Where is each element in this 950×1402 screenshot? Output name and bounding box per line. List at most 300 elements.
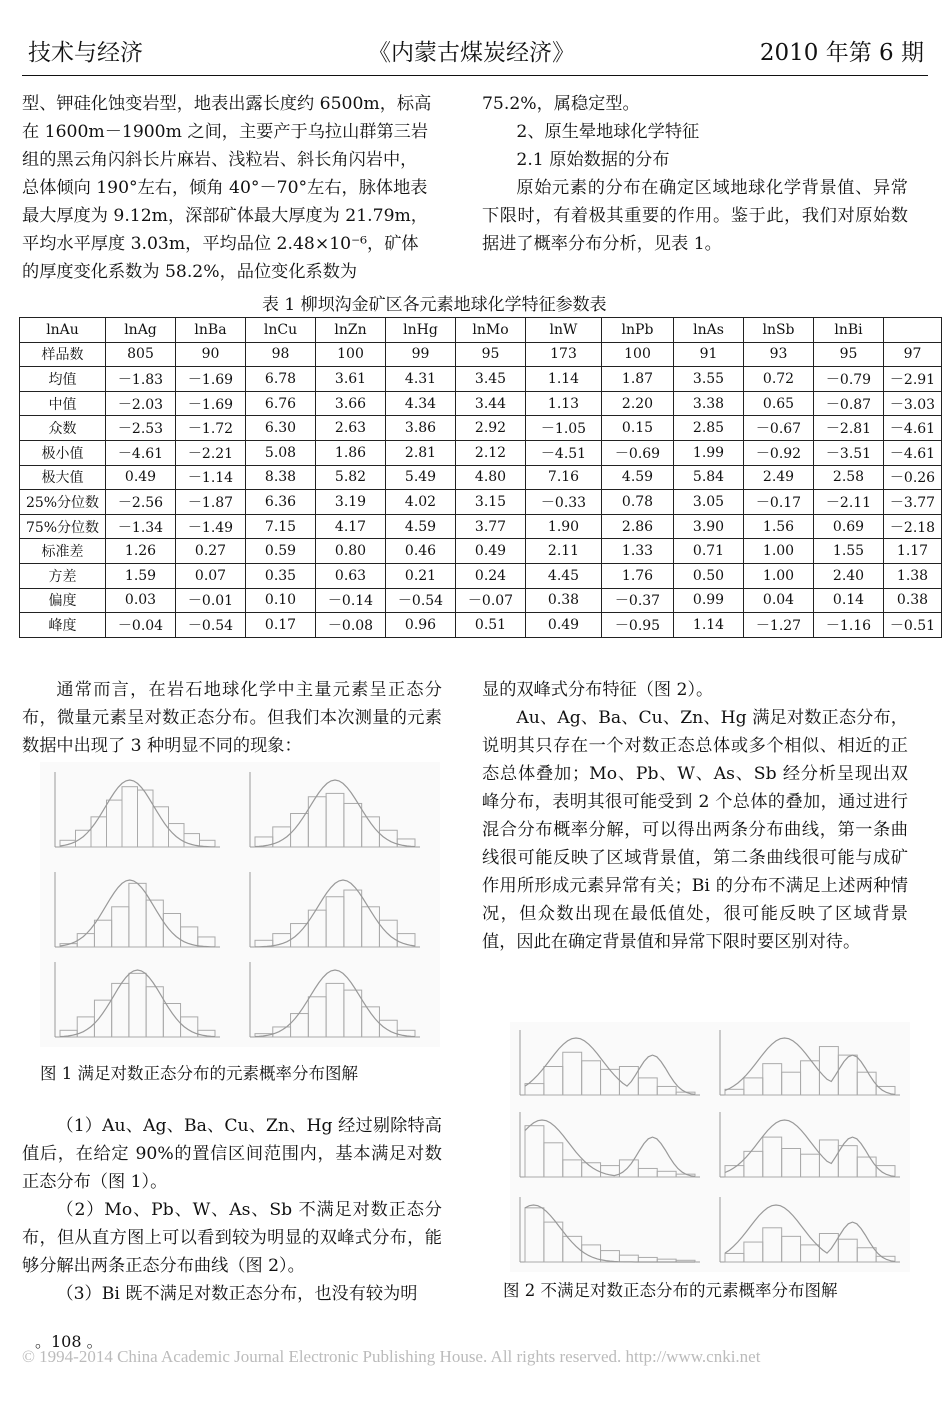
table-cell: 1.13 [526,391,602,416]
histogram-bar [744,1151,763,1177]
table-cell: 0.50 [674,563,744,588]
copyright-footer: © 1994-2014 China Academic Journal Electronic Publishing House. All rights reserved. http://www.cnki.net [22,1347,761,1366]
table-cell: －4.61 [884,440,942,465]
subsection-heading: 2.1 原始数据的分布 [516,150,670,170]
issue-label: 2010 年第 6 期 [759,40,924,66]
table-cell: 0.38 [884,588,942,613]
table-cell: －4.61 [106,440,176,465]
histogram-bar [601,1069,620,1095]
table-cell: －1.69 [176,367,246,392]
histogram-bar [77,934,94,947]
list-item: （1）Au、Ag、Ba、Cu、Zn、Hg 经过剔除特高值后，在给定 90%的置信区间范围内，基本满足对数正态分布（图 1）。 [22,1116,442,1192]
histogram-bar [273,827,291,847]
fit-curve [60,970,215,1037]
table-cell: －2.56 [106,490,176,515]
table-cell: lnBi [814,318,884,343]
histogram-bar [744,1242,763,1262]
paragraph: Au、Ag、Ba、Cu、Zn、Hg 满足对数正态分布，说明其只存在一个对数正态总体或多个相似、相近的正态总体叠加；Mo、Pb、W、As、Sb 经分析呈现出双峰分布，表明其很可能受到 2 个总体的叠加，通过进行混合分布概率分解，可以得出两条分布曲线，第一条曲线很可能反映了区域背景值，第二条曲线很可能与成矿作用所形成元素异常有关；Bi 的分布不满足上述两种情况，但众数出现在最低值处，很可能反映了区域背景值，因此在确定背景值和异常下限时要区别对待。 [482,708,908,952]
row-label-cell: 众数 [20,416,106,441]
histogram-bar [763,1064,782,1095]
paragraph: 通常而言，在岩石地球化学中主量元素呈正态分布，微量元素呈对数正态分布。但我们本次测量的元素数据中出现了 3 种明显不同的现象： [22,680,442,756]
table-cell: －0.92 [744,440,814,465]
table-header-row [20,318,942,343]
table-cell: lnBa [176,318,246,343]
table-cell: 0.99 [674,588,744,613]
table-cell: 0.35 [246,563,316,588]
table-cell: 1.86 [316,440,386,465]
row-label-cell: 标准差 [20,539,106,564]
text-line: 最大厚度为 9.12m，深部矿体最大厚度为 21.79m， [22,206,428,226]
table-cell: lnAg [106,318,176,343]
fit-curve [255,780,415,847]
table-cell: lnMo [456,318,526,343]
table-cell: 0.46 [386,539,456,564]
table-cell: 4.59 [602,465,674,490]
table-cell: －0.69 [602,440,674,465]
table-cell: 3.86 [386,416,456,441]
histogram-bar [112,907,129,947]
table-row [20,588,942,613]
histogram-bar [163,914,180,948]
table-cell: －0.87 [814,391,884,416]
table-cell: －0.54 [386,588,456,613]
table-cell: lnHg [386,318,456,343]
row-label-cell: 峰度 [20,613,106,638]
table-cell: 1.38 [884,563,942,588]
table-cell: 0.49 [456,539,526,564]
histogram-bar [582,1061,601,1095]
table-cell: 4.17 [316,514,386,539]
page-number: 。108 。 [35,1332,103,1351]
histogram-bar [819,1140,838,1177]
table-cell: －2.91 [884,367,942,392]
table-cell: 91 [674,342,744,367]
table-cell: 100 [316,342,386,367]
table-cell: 0.69 [814,514,884,539]
row-label-cell: 方差 [20,563,106,588]
row-label-cell: 中值 [20,391,106,416]
histogram-bar [544,1067,563,1096]
table-cell: －1.72 [176,416,246,441]
histogram-bar [379,1020,397,1037]
fit-curve [525,1120,695,1177]
table-cell: 3.66 [316,391,386,416]
table-cell: 6.36 [246,490,316,515]
histogram-bar [638,1168,657,1177]
table-cell: －0.54 [176,613,246,638]
table-cell: 1.99 [674,440,744,465]
table-cell [884,318,942,343]
histogram-bar [129,883,146,947]
histogram-bar [563,1052,582,1095]
table-cell: 1.76 [602,563,674,588]
table-cell: －0.95 [602,613,674,638]
table-cell: －0.17 [744,490,814,515]
histogram-bar [819,1047,838,1095]
row-label-cell: 均值 [20,367,106,392]
table-cell: 1.00 [744,563,814,588]
paragraph: 原始元素的分布在确定区域地球化学背景值、异常下限时，有着极其重要的作用。鉴于此，我们对原始数据进了概率分布分析，见表 1。 [482,178,908,254]
histogram-bar [397,934,415,947]
figure-1 [40,762,440,1047]
table-cell: 3.90 [674,514,744,539]
table-cell: 4.80 [456,465,526,490]
table-cell: 1.14 [526,367,602,392]
table-row [20,391,942,416]
histogram-bar [291,924,309,947]
table-cell: 2.92 [456,416,526,441]
table-cell: 3.19 [316,490,386,515]
left-items [22,1112,442,1308]
table-cell: 1.59 [106,563,176,588]
table-cell: 0.14 [814,588,884,613]
table-cell: 7.15 [246,514,316,539]
table-cell: 2.85 [674,416,744,441]
histogram-bar [525,1126,544,1177]
table-cell: 3.61 [316,367,386,392]
table-cell: －3.77 [884,490,942,515]
table-cell: 0.07 [176,563,246,588]
table-cell: 0.80 [316,539,386,564]
table-cell: 0.65 [744,391,814,416]
table-cell: 5.84 [674,465,744,490]
table-cell: 1.17 [884,539,942,564]
histogram-bar [819,1234,838,1263]
table-cell: 4.02 [386,490,456,515]
histogram-bar [91,817,107,847]
histogram-bar [838,1055,857,1095]
table-cell: 3.15 [456,490,526,515]
table-cell: 3.05 [674,490,744,515]
table-cell: lnPb [602,318,674,343]
text-line: 组的黑云角闪斜长片麻岩、浅粒岩、斜长角闪岩中， [22,150,418,170]
table-cell: 0.27 [176,539,246,564]
table-cell: －2.18 [884,514,942,539]
table-cell: 2.11 [526,539,602,564]
list-item: （2）Mo、Pb、W、As、Sb 不满足对数正态分布，但从直方图上可以看到较为明显的双峰式分布，能够分解出两条正态分布曲线（图 2）。 [22,1200,442,1276]
table-cell: 805 [106,342,176,367]
geochem-table [19,317,942,638]
right-top-text [482,90,908,258]
table-cell: 3.44 [456,391,526,416]
table-cell: 4.45 [526,563,602,588]
histogram-bar [619,1160,638,1177]
row-label-cell: 偏度 [20,588,106,613]
histogram-bar [582,1163,601,1177]
histogram-bar [838,1146,857,1177]
table-cell: －2.53 [106,416,176,441]
table-cell: 1.90 [526,514,602,539]
table-cell: 95 [456,342,526,367]
table-cell: －1.49 [176,514,246,539]
histogram-bar [362,1007,380,1037]
histogram-bar [638,1257,657,1262]
table-cell: 99 [386,342,456,367]
table-row [20,465,942,490]
row-label-cell: lnAu [20,318,106,343]
histogram-bar [344,803,362,847]
table-cell: －1.83 [106,367,176,392]
histogram-bar [326,983,344,1037]
table-cell: lnAs [674,318,744,343]
histogram-bar [129,973,146,1037]
text-line: 的厚度变化系数为 58.2%，品位变化系数为 [22,262,358,282]
table-cell: 3.38 [674,391,744,416]
table-row [20,514,942,539]
table-cell: 0.71 [674,539,744,564]
table-cell: 0.78 [602,490,674,515]
table-cell: 0.96 [386,613,456,638]
histogram-bar [763,1137,782,1177]
row-label-cell: 75%分位数 [20,514,106,539]
row-label-cell: 极大值 [20,465,106,490]
table-cell: 2.20 [602,391,674,416]
table-cell: －1.16 [814,613,884,638]
table-cell: －0.01 [176,588,246,613]
table-cell: 98 [246,342,316,367]
histogram-bar [657,1171,676,1177]
histogram-bar [308,997,326,1037]
table-cell: －0.51 [884,613,942,638]
table-cell: 0.21 [386,563,456,588]
histogram-bar [838,1239,857,1262]
table-cell: 4.31 [386,367,456,392]
table-cell: 5.08 [246,440,316,465]
histogram-bar [344,890,362,947]
table-cell: －2.21 [176,440,246,465]
histogram-bar [122,787,138,847]
histogram-bar [763,1228,782,1262]
fit-curve [725,1038,895,1095]
table-cell: 2.12 [456,440,526,465]
histogram-bar [744,1078,763,1095]
figure-1-histograms [40,762,440,1047]
table-cell: 1.26 [106,539,176,564]
histogram-bar [362,907,380,947]
figure-2 [510,1022,910,1272]
right-bottom-text [482,676,908,956]
histogram-bar [782,1236,801,1262]
row-label-cell: 极小值 [20,440,106,465]
table-title: 表 1 柳坝沟金矿区各元素地球化学特征参数表 [262,295,607,315]
histogram-bar [657,1086,676,1095]
fit-curve [60,880,215,947]
table-cell: 1.00 [744,539,814,564]
histogram-bar [273,1027,291,1037]
text-line: 75.2%，属稳定型。 [482,94,640,114]
table-cell: 0.10 [246,588,316,613]
left-intro [22,676,442,760]
histogram-bar [326,793,344,847]
table-cell: lnCu [246,318,316,343]
fit-curve [725,1205,895,1262]
histogram-bar [725,1253,744,1262]
histogram-bar [801,1154,820,1177]
table-cell: －1.87 [176,490,246,515]
table-cell: －2.81 [814,416,884,441]
table-row [20,342,942,367]
table-cell: －0.26 [884,465,942,490]
table-cell: －0.37 [602,588,674,613]
table-cell: 4.34 [386,391,456,416]
histogram-bar [138,790,154,847]
list-item: （3）Bi 既不满足对数正态分布，也没有较为明 [56,1284,418,1304]
table-cell: 3.45 [456,367,526,392]
fit-curve [725,1120,895,1177]
table-cell: 5.82 [316,465,386,490]
table-cell: 90 [176,342,246,367]
histogram-bar [77,1017,94,1037]
histogram-bar [344,990,362,1037]
table-cell: 97 [884,342,942,367]
table-cell: 0.63 [316,563,386,588]
table-cell: 2.81 [386,440,456,465]
table-cell: －0.14 [316,588,386,613]
table-cell: 93 [744,342,814,367]
table-cell: 95 [814,342,884,367]
table-row [20,367,942,392]
histogram-bar [181,1017,198,1037]
figure-2-histograms [510,1022,910,1272]
table-row [20,416,942,441]
table-cell: －1.34 [106,514,176,539]
table-cell: －0.67 [744,416,814,441]
histogram-bar [94,920,111,947]
histogram-bar [169,824,185,847]
table-cell: 0.59 [246,539,316,564]
table-cell: lnW [526,318,602,343]
table-cell: －0.08 [316,613,386,638]
histogram-bar [308,910,326,947]
table-cell: 100 [602,342,674,367]
histogram-bar [563,1160,582,1177]
table-row [20,490,942,515]
histogram-bar [76,830,92,847]
histogram-bar [801,1061,820,1095]
histogram-bar [525,1084,544,1095]
table-cell: －0.07 [456,588,526,613]
histogram-bar [857,1072,876,1095]
text-line: 显的双峰式分布特征（图 2）。 [482,680,714,700]
histogram-bar [362,817,380,847]
histogram-bar [782,1149,801,1178]
histogram-bar [326,897,344,947]
table-cell: 0.49 [526,613,602,638]
table-cell: 0.04 [744,588,814,613]
table-cell: 2.58 [814,465,884,490]
table-cell: 1.14 [674,613,744,638]
table-row [20,563,942,588]
table-cell: 1.55 [814,539,884,564]
table-cell: 8.38 [246,465,316,490]
table-cell: －2.11 [814,490,884,515]
figure-1-caption: 图 1 满足对数正态分布的元素概率分布图解 [40,1064,358,1083]
histogram-bar [619,1067,638,1096]
table-cell: 7.16 [526,465,602,490]
journal-section: 技术与经济 [28,40,143,66]
row-label-cell: 样品数 [20,342,106,367]
table-cell: －1.27 [744,613,814,638]
table-row [20,613,942,638]
table-cell: －1.14 [176,465,246,490]
histogram-bar [857,1248,876,1262]
table-cell: －3.51 [814,440,884,465]
section-heading: 2、原生晕地球化学特征 [516,122,700,142]
text-line: 在 1600m－1900m 之间，主要产于乌拉山群第三岩 [22,122,429,142]
histogram-bar [291,1014,309,1037]
header-rule [22,75,928,76]
histogram-bar [782,1072,801,1095]
table-cell: 2.40 [814,563,884,588]
histogram-bar [725,1089,744,1095]
fit-curve [525,1205,695,1262]
table-cell: 0.24 [456,563,526,588]
table-cell: 2.63 [316,416,386,441]
table-cell: －0.33 [526,490,602,515]
table-cell: 0.38 [526,588,602,613]
fit-curve [255,880,415,947]
table-cell: lnZn [316,318,386,343]
table-cell: －1.05 [526,416,602,441]
table-cell: 0.03 [106,588,176,613]
histogram-bar [619,1255,638,1262]
table-cell: 2.86 [602,514,674,539]
figure-2-caption: 图 2 不满足对数正态分布的元素概率分布图解 [503,1281,838,1300]
table-cell: lnSb [744,318,814,343]
table-cell: 1.56 [744,514,814,539]
table-cell: －0.79 [814,367,884,392]
table-cell: 0.51 [456,613,526,638]
table-cell: 0.17 [246,613,316,638]
table-cell: －2.03 [106,391,176,416]
table-cell: －3.03 [884,391,942,416]
table-cell: 6.78 [246,367,316,392]
table-cell: 1.33 [602,539,674,564]
histogram-bar [876,1166,895,1177]
row-label-cell: 25%分位数 [20,490,106,515]
table-cell: 2.49 [744,465,814,490]
histogram-bar [379,830,397,847]
histogram-bar [525,1208,544,1262]
table-cell: 0.49 [106,465,176,490]
table-cell: －1.69 [176,391,246,416]
table-cell: 3.77 [456,514,526,539]
text-line: 型、钾硅化蚀变岩型，地表出露长度约 6500m，标高 [22,94,432,114]
table-row [20,440,942,465]
table-row [20,539,942,564]
table-cell: 1.87 [602,367,674,392]
histogram-bar [801,1245,820,1262]
table-cell: 0.72 [744,367,814,392]
table-cell: 3.55 [674,367,744,392]
table-cell: 0.15 [602,416,674,441]
table-cell: 6.30 [246,416,316,441]
table-cell: －0.04 [106,613,176,638]
histogram-bar [638,1078,657,1095]
histogram-bar [153,807,169,847]
histogram-bar [94,1000,111,1037]
text-line: 总体倾向 190°左右，倾角 40°－70°左右，脉体地表 [22,178,428,198]
table-cell: －4.61 [884,416,942,441]
table-cell: 6.76 [246,391,316,416]
left-top-text [22,90,442,286]
table-cell: 5.49 [386,465,456,490]
histogram-bar [544,1143,563,1177]
histogram-bar [112,983,129,1037]
text-line: 平均水平厚度 3.03m，平均品位 2.48×10⁻⁶，矿体 [22,234,419,254]
table-cell: －4.51 [526,440,602,465]
histogram-bar [857,1157,876,1177]
